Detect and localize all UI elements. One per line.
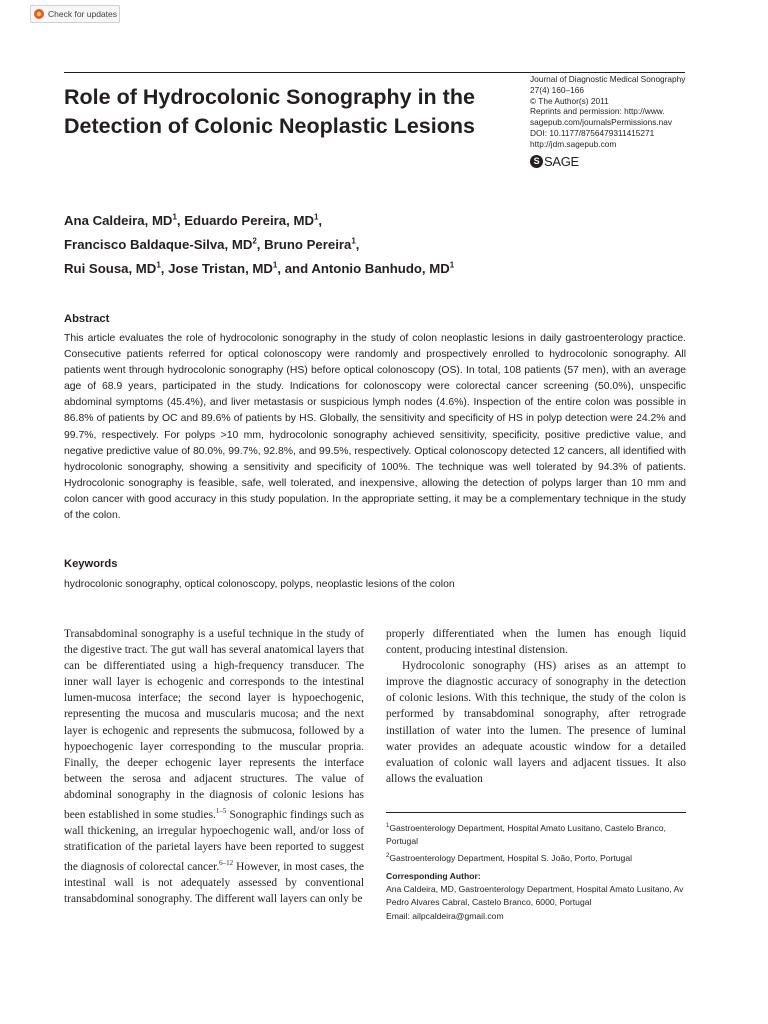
author: Ana Caldeira, $MD^1$, (64, 213, 185, 229)
body-paragraph: Transabdominal sonography is a useful technique in the study of the digestive tract. The gut wall has several anatomical layers that can be differentiated using a high-frequency transducer. The inner wall layer is echogenic and corresponds to the intestinal lumen-mucosa interface; the second layer is hypoechogenic, representing the mucosa and muscularis mucosa; and the next layer is echogenic and represents the submucosa, followed by a hypoechogenic layer corresponding to the muscular propria. Finally, the deeper echogenic layer represents the interface between the serosa and adjacent structures. The value of abdominal sonography in the diagnosis of colonic lesions has been established in some studies.$^{1-5}$ Sonographic findings such as wall thickening, an irregular hypoechogenic wall, and/or loss of stratification of the parietal layers have been reported to suggest the diagnosis of colorectal cancer.$^{6-12}$ However, in most cases, the intestinal wall is not adequately assessed by conventional transabdominal sonography. The different wall layers can only be (64, 628, 364, 906)
keywords-text: hydrocolonic sonography, optical colonoscopy, polyps, neoplastic lesions of the colon (64, 579, 455, 590)
keywords-heading: Keywords (64, 558, 118, 570)
permissions-url[interactable]: sagepub.com/journalsPermissions.nav (530, 117, 673, 128)
header-divider (64, 72, 685, 73)
journal-volume: 27(4) 160–166 (530, 84, 584, 95)
author: Bruno Pereira$^1$, (264, 236, 360, 253)
affiliation-item: $^1$Gastroenterology Department, Hospital Amato Lusitano, Castelo Branco, Portugal (386, 822, 666, 847)
affiliations (386, 820, 686, 866)
copyright-line: © The Author(s) 2011 (530, 95, 609, 106)
body-column-right (386, 626, 686, 787)
journal-info (530, 74, 690, 150)
footnote-divider (386, 812, 686, 813)
citation-ref[interactable]: 1–5 (215, 807, 227, 816)
abstract-heading: Abstract (64, 313, 110, 325)
body-column-left (64, 626, 364, 907)
body-paragraph: properly differentiated when the lumen has enough liquid content, producing intestinal distension. (386, 628, 686, 657)
author: Francisco Baldaque-Silva, $MD^2$, (64, 236, 265, 253)
author: Eduardo Pereira, $MD^1$, (184, 213, 323, 229)
corresponding-author-address: Ana Caldeira, MD, Gastroenterology Department, Hospital Amato Lusitano, Av Pedro Alvares Cabral, Castelo Branco, 6000, Portugal (386, 884, 684, 908)
journal-url[interactable]: http://jdm.sagepub.com (530, 138, 617, 149)
author: Antonio Banhudo, $MD^1$ (311, 260, 455, 277)
body-paragraph: Hydrocolonic sonography (HS) arises as an attempt to improve the diagnostic accuracy of sonography in the detection of colonic lesions. With this technique, the study of the colon is performed by transabdominal sonography, after retrograde instillation of water into the lumen. The presence of luminal water provides an adequate acoustic window for a detailed evaluation of colonic wall layers and adjacent tissues. It also allows the evaluation (386, 660, 686, 785)
author-list (64, 208, 624, 280)
author: Rui Sousa, $MD^1$, (64, 260, 169, 277)
sage-s-icon: S (530, 155, 543, 168)
reprints-line: Reprints and permission: http://www. (530, 106, 665, 117)
doi-line[interactable]: DOI: 10.1177/8756479311415271 (530, 127, 655, 138)
author: Jose Tristan, $MD^1$, and (168, 260, 312, 277)
check-for-updates-button[interactable] (30, 5, 120, 23)
abstract-text: This article evaluates the role of hydrocolonic sonography in the study of colon neoplastic lesions in daily gastroenterology practice. Consecutive patients referred for optical colonoscopy were randomly and prospectively enrolled to hydrocolonic sonography. All patients went through hydrocolonic sonography (HS) before optical colonoscopy (OS). In total, 108 patients (57 men), with an average age of 68.9 years, participated in the study. Indications for colonoscopy were colorectal cancer screening (50.0%), unspecific abdominal symptoms (45.4%), and liver metastasis or suspicious lymph nodes (4.6%). Inspection of the entire colon was possible in 86.8% of patients by OC and 89.6% of patients by HS. Globally, the sensitivity and specificity of HS in polyp detection were 24.2% and 99.7%, respectively. For polyps >10 mm, hydrocolonic sonography achieved sensitivity, specificity, positive predictive value, and negative predictive value of 80.0%, 99.7%, 92.8%, and 99.5%, respectively. Optical colonoscopy detected 12 cancers, all identified with hydrocolonic sonography, showing a sensitivity and specificity of 100%. The technique was well tolerated by 94.3% of patients. Hydrocolonic sonography is feasible, safe, well tolerated, and inexpensive, allowing the detection of polyps larger than 10 mm and colon cancer with good accuracy in this study population. In the appropriate setting, it may be a complementary technique in the study of the colon. (64, 333, 686, 522)
corresponding-author (386, 870, 686, 923)
check-for-updates-label: Check for updates (48, 9, 117, 19)
corresponding-author-email[interactable]: Email: ailpcaldeira@gmail.com (386, 910, 504, 921)
crossmark-icon (34, 9, 44, 19)
sage-logo (530, 153, 579, 169)
corresponding-author-heading: Corresponding Author: (386, 871, 481, 881)
affiliation-item: $^2$Gastroenterology Department, Hospital S. João, Porto, Portugal (386, 852, 633, 863)
journal-name: Journal of Diagnostic Medical Sonography (530, 74, 686, 84)
sage-logo-text: SAGE (544, 153, 579, 169)
article-title: Role of Hydrocolonic Sonography in the Detection of Colonic Neoplastic Lesions (64, 85, 475, 138)
citation-ref[interactable]: 6–12 (219, 859, 234, 868)
